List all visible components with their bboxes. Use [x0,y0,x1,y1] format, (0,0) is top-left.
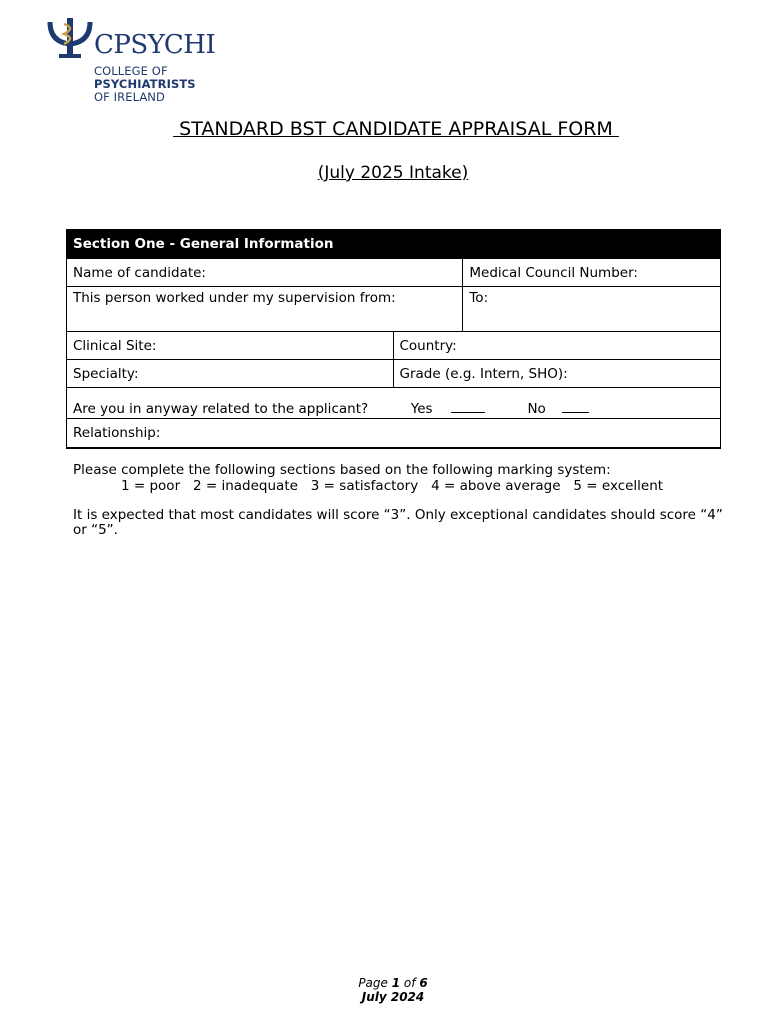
page-word: Page [358,976,388,990]
no-answer-blank[interactable] [562,400,589,413]
candidate-name-label: Name of candidate: [73,264,206,281]
grade-field[interactable] [393,360,721,388]
candidate-name-field[interactable] [67,259,463,287]
medical-council-label: Medical Council Number: [469,264,638,281]
page-number [0,976,768,990]
general-information-table [66,229,721,448]
specialty-label: Specialty: [73,365,139,382]
form-title: STANDARD BST CANDIDATE APPRAISAL FORM [173,118,619,140]
psi-emblem-icon [46,16,94,66]
relationship-label: Relationship: [73,425,161,441]
medical-council-number-field[interactable] [463,259,721,287]
grade-label: Grade (e.g. Intern, SHO): [399,365,568,382]
related-question-row [67,388,721,419]
marking-system-intro: Please complete the following sections based on the following marking system: [73,462,611,478]
logo-line-2: PSYCHIATRISTS [94,77,196,91]
page-footer [0,976,768,1004]
country-field[interactable] [393,332,721,360]
supervision-to-field[interactable] [463,287,721,332]
college-logo [46,16,216,108]
clinical-site-field[interactable] [67,332,394,360]
clinical-site-label: Clinical Site: [73,337,157,354]
table-bottom-border [66,447,721,449]
score-expectation-note: It is expected that most candidates will score “3”. Only exceptional candidates should score “4” or “5”. [73,507,723,538]
form-subtitle: (July 2025 Intake) [317,163,469,183]
logo-line-1: COLLEGE OF [94,64,168,78]
relationship-field[interactable] [67,419,721,448]
logo-line-3: OF IRELAND [94,90,165,104]
logo-brand-text: CPSYCHI [94,30,216,60]
no-option-label: No [527,401,546,417]
supervision-from-label: This person worked under my supervision from: [73,290,396,306]
related-question-label: Are you in anyway related to the applicant? [73,401,369,417]
yes-answer-blank[interactable] [451,400,485,413]
page-current: 1 [391,976,401,990]
yes-option-label: Yes [410,401,433,417]
specialty-field[interactable] [67,360,394,388]
country-label: Country: [399,337,457,354]
supervision-to-label: To: [469,290,489,306]
of-word: of [403,976,416,990]
marking-scale: 1 = poor 2 = inadequate 3 = satisfactory 4 = above average 5 = excellent [121,478,664,494]
footer-date: July 2024 [361,990,425,1004]
section-heading: Section One - General Information [67,230,721,259]
supervision-from-field[interactable] [67,287,463,332]
page-total: 6 [419,976,428,990]
